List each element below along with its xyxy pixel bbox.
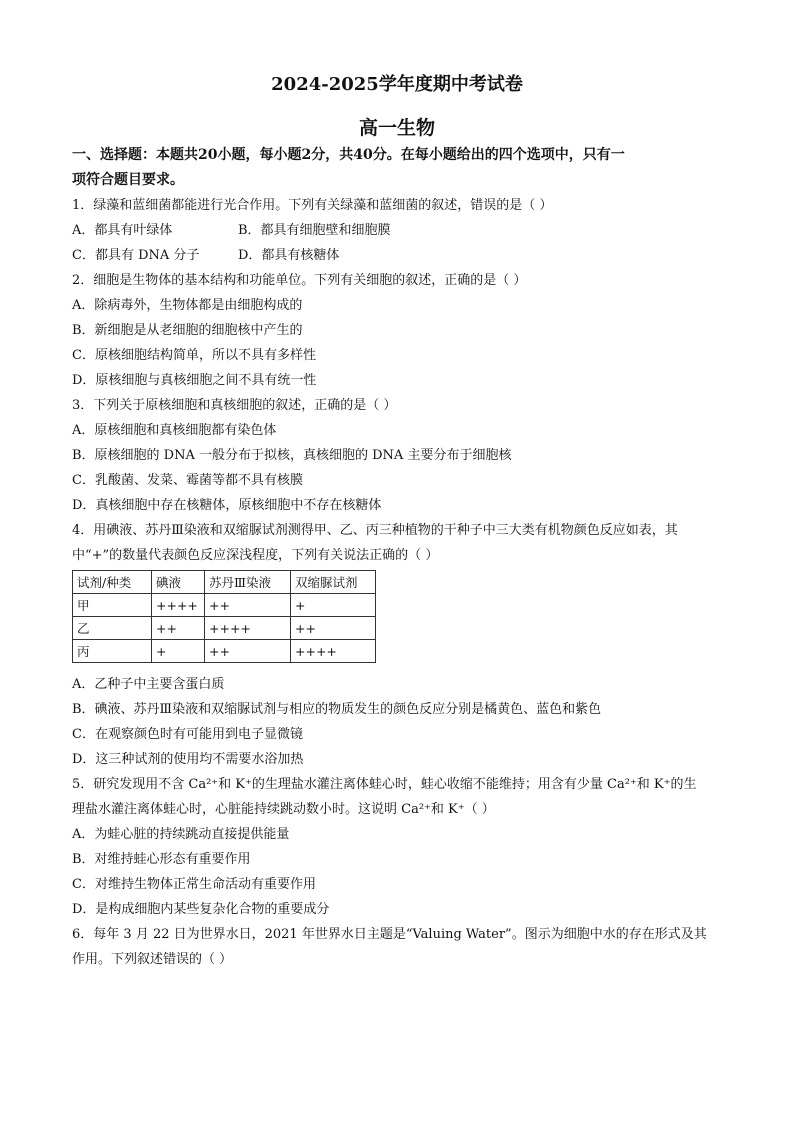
q3-option-d: D．真核细胞中存在核糖体，原核细胞中不存在核糖体 — [72, 498, 382, 513]
subject-title: 高一生物 — [358, 117, 435, 139]
q4-option-b: B．碘液、苏丹Ⅲ染液和双缩脲试剂与相应的物质发生的颜色反应分别是橘黄色、蓝色和紫色 — [72, 702, 602, 717]
q1-options-row2 — [72, 247, 339, 265]
q1-option-b: B．都具有细胞壁和细胞膜 — [238, 223, 391, 238]
table-header-cell: 试剂/种类 — [73, 571, 152, 594]
q1-stem: 1．绿藻和蓝细菌都能进行光合作用。下列有关绿藻和蓝细菌的叙述，错误的是（ ） — [72, 198, 553, 213]
table-cell: ++ — [205, 640, 291, 663]
q5-option-a: A．为蛙心脏的持续跳动直接提供能量 — [72, 827, 290, 842]
q3-stem: 3．下列关于原核细胞和真核细胞的叙述，正确的是（ ） — [72, 398, 397, 413]
q1-options-row1 — [72, 222, 391, 240]
table-header-cell: 碘液 — [152, 571, 205, 594]
table-cell: 丙 — [73, 640, 152, 663]
q1-option-c: C．都具有 DNA 分子 — [72, 248, 200, 263]
q2-option-a: A．除病毒外，生物体都是由细胞构成的 — [72, 298, 303, 313]
q5-stem: 5．研究发现用不含 Ca²⁺和 K⁺的生理盐水灌注离体蛙心时，蛙心收缩不能维持；用含有少量 Ca²⁺和 K⁺的生 — [72, 777, 697, 792]
q4-option-a: A．乙种子中主要含蛋白质 — [72, 677, 225, 692]
table-cell: ++ — [291, 617, 376, 640]
q3-option-a: A．原核细胞和真核细胞都有染色体 — [72, 423, 277, 438]
reagent-table — [72, 570, 376, 663]
table-header-cell: 苏丹Ⅲ染液 — [205, 571, 291, 594]
q4-stem: 4．用碘液、苏丹Ⅲ染液和双缩脲试剂测得甲、乙、丙三种植物的干种子中三大类有机物颜色反应如表，其 — [72, 523, 678, 538]
table-header-cell: 双缩脲试剂 — [291, 571, 376, 594]
q6-stem: 6．每年 3 月 22 日为世界水日，2021 年世界水日主题是“Valuing Water”。图示为细胞中水的存在形式及其 — [72, 927, 707, 942]
table-row — [73, 640, 376, 663]
q5-option-d: D．是构成细胞内某些复杂化合物的重要成分 — [72, 902, 330, 917]
q5-option-b: B．对维持蛙心形态有重要作用 — [72, 852, 251, 867]
q2-option-c: C．原核细胞结构简单，所以不具有多样性 — [72, 348, 316, 363]
section-heading: 一、选择题：本题共20小题，每小题2分，共40分。在每小题给出的四个选项中，只有一 — [72, 147, 625, 163]
q6-stem-cont: 作用。下列叙述错误的（ ） — [72, 952, 233, 967]
q1-option-d: D．都具有核糖体 — [238, 248, 340, 263]
table-cell: ++ — [152, 617, 205, 640]
table-row — [73, 617, 376, 640]
q2-option-b: B．新细胞是从老细胞的细胞核中产生的 — [72, 323, 303, 338]
table-cell: 乙 — [73, 617, 152, 640]
q4-option-d: D．这三种试剂的使用均不需要水浴加热 — [72, 752, 304, 767]
table-cell: ++ — [205, 594, 291, 617]
q2-option-d: D．原核细胞与真核细胞之间不具有统一性 — [72, 373, 317, 388]
table-row — [73, 594, 376, 617]
table-header-row — [73, 571, 376, 594]
exam-title: 2024-2025学年度期中考试卷 — [271, 74, 523, 95]
table-cell: + — [152, 640, 205, 663]
table-cell: ++++ — [291, 640, 376, 663]
q1-option-a: A．都具有叶绿体 — [72, 223, 173, 238]
q4-option-c: C．在观察颜色时有可能用到电子显微镜 — [72, 727, 303, 742]
q5-option-c: C．对维持生物体正常生命活动有重要作用 — [72, 877, 316, 892]
q3-option-c: C．乳酸菌、发菜、霉菌等都不具有核膜 — [72, 473, 303, 488]
q4-stem-cont: 中“+”的数量代表颜色反应深浅程度，下列有关说法正确的（ ） — [72, 548, 439, 563]
q5-stem-cont: 理盐水灌注离体蛙心时，心脏能持续跳动数小时。这说明 Ca²⁺和 K⁺（ ） — [72, 802, 495, 817]
table-cell: 甲 — [73, 594, 152, 617]
q3-option-b: B．原核细胞的 DNA 一般分布于拟核，真核细胞的 DNA 主要分布于细胞核 — [72, 448, 512, 463]
table-cell: ++++ — [205, 617, 291, 640]
table-cell: + — [291, 594, 376, 617]
q2-stem: 2．细胞是生物体的基本结构和功能单位。下列有关细胞的叙述，正确的是（ ） — [72, 273, 527, 288]
table-cell: ++++ — [152, 594, 205, 617]
section-heading-cont: 项符合题目要求。 — [72, 172, 184, 188]
